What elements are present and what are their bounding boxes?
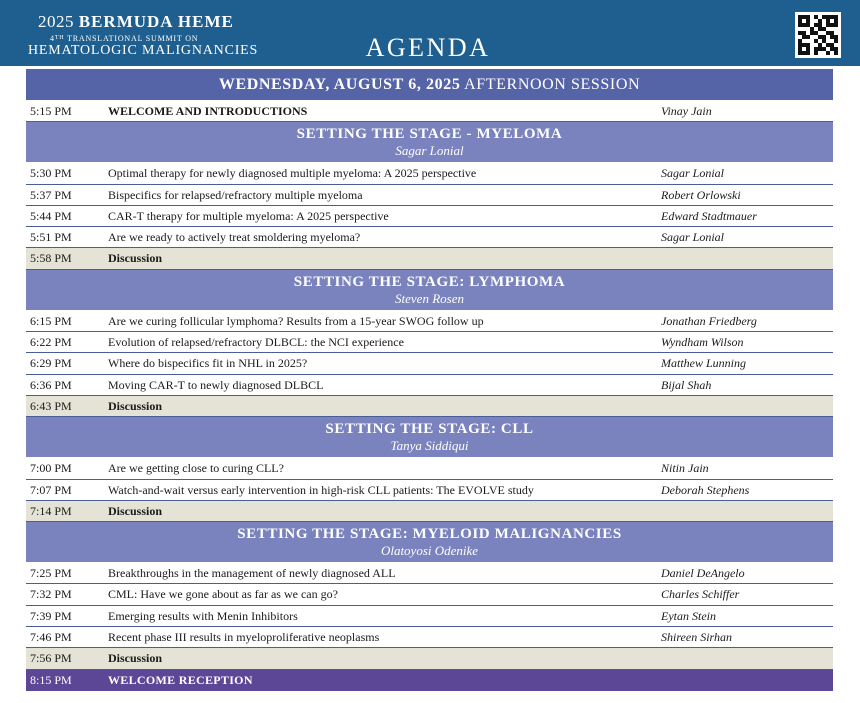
header-banner bbox=[0, 0, 860, 66]
day-date: WEDNESDAY, AUGUST 6, 2025 bbox=[218, 76, 461, 93]
row-title: Discussion bbox=[108, 651, 163, 666]
day-session: AFTERNOON SESSION bbox=[464, 76, 641, 93]
row-time: 7:25 PM bbox=[30, 566, 72, 581]
qr-code-icon[interactable] bbox=[795, 12, 841, 58]
agenda-row bbox=[26, 332, 833, 353]
row-speaker: Daniel DeAngelo bbox=[661, 566, 745, 581]
row-speaker: Bijal Shah bbox=[661, 377, 712, 392]
discussion-row bbox=[26, 501, 833, 522]
row-title: Discussion bbox=[108, 251, 163, 266]
sections-container bbox=[26, 122, 833, 669]
row-speaker: Matthew Lunning bbox=[661, 356, 747, 371]
row-time: 7:32 PM bbox=[30, 587, 72, 602]
row-time: 6:22 PM bbox=[30, 335, 72, 350]
row-time: 7:56 PM bbox=[30, 651, 72, 666]
agenda-row bbox=[26, 206, 833, 227]
row-title: Bispecifics for relapsed/refractory multiple myeloma bbox=[108, 187, 363, 202]
row-speaker: Charles Schiffer bbox=[661, 587, 740, 602]
qr-code-pattern bbox=[798, 15, 838, 55]
row-title: Are we curing follicular lymphoma? Results from a 15-year SWOG follow up bbox=[108, 313, 484, 328]
agenda-row bbox=[26, 480, 833, 501]
agenda-row bbox=[26, 311, 833, 332]
agenda-row bbox=[26, 185, 833, 206]
row-speaker: Wyndham Wilson bbox=[661, 335, 744, 350]
discussion-row bbox=[26, 648, 833, 669]
row-title: Emerging results with Menin Inhibitors bbox=[108, 608, 298, 623]
discussion-row bbox=[26, 248, 833, 269]
row-time: 5:15 PM bbox=[30, 104, 72, 118]
row-speaker: Deborah Stephens bbox=[661, 482, 750, 497]
agenda-row bbox=[26, 163, 833, 184]
row-time: 7:39 PM bbox=[30, 608, 72, 623]
row-time: 7:46 PM bbox=[30, 630, 72, 645]
row-title: Optimal therapy for newly diagnosed multiple myeloma: A 2025 perspective bbox=[108, 166, 477, 181]
row-speaker: Jonathan Friedberg bbox=[661, 313, 757, 328]
row-time: 6:15 PM bbox=[30, 313, 72, 328]
section-header bbox=[26, 522, 833, 563]
brand-ordinal: 4 bbox=[50, 34, 55, 43]
brand-year: 2025 bbox=[38, 12, 74, 31]
qr-module bbox=[834, 51, 838, 55]
row-time: 8:15 PM bbox=[30, 672, 72, 687]
row-time: 5:30 PM bbox=[30, 166, 72, 181]
row-time: 5:37 PM bbox=[30, 187, 72, 202]
page-title: AGENDA bbox=[365, 33, 491, 62]
row-speaker: Robert Orlowski bbox=[661, 187, 741, 202]
row-title: Recent phase III results in myeloproliferative neoplasms bbox=[108, 630, 380, 645]
brand-line-3: HEMATOLOGIC MALIGNANCIES bbox=[28, 43, 259, 58]
row-title: WELCOME RECEPTION bbox=[108, 672, 253, 687]
row-speaker: Vinay Jain bbox=[661, 104, 712, 118]
row-time: 7:00 PM bbox=[30, 461, 72, 476]
row-speaker: Shireen Sirhan bbox=[661, 630, 732, 645]
row-title: CAR-T therapy for multiple myeloma: A 2025 perspective bbox=[108, 208, 389, 223]
row-time: 5:58 PM bbox=[30, 251, 72, 266]
brand-line-2 bbox=[50, 34, 258, 43]
section-chair: Steven Rosen bbox=[395, 290, 464, 306]
row-title: Watch-and-wait versus early intervention in high-risk CLL patients: The EVOLVE study bbox=[108, 482, 534, 497]
discussion-row bbox=[26, 396, 833, 417]
agenda-row bbox=[26, 584, 833, 605]
brand-subtitle: TRANSLATIONAL SUMMIT ON bbox=[64, 34, 199, 43]
row-time: 5:51 PM bbox=[30, 230, 72, 245]
row-speaker: Nitin Jain bbox=[661, 461, 709, 476]
agenda-row bbox=[26, 353, 833, 374]
row-speaker: Eytan Stein bbox=[661, 608, 716, 623]
section-title: SETTING THE STAGE: LYMPHOMA bbox=[293, 273, 566, 290]
agenda-row bbox=[26, 458, 833, 479]
row-title: CML: Have we gone about as far as we can go? bbox=[108, 587, 338, 602]
row-speaker: Sagar Lonial bbox=[661, 230, 725, 245]
row-time: 7:07 PM bbox=[30, 482, 72, 497]
reception-row bbox=[26, 670, 833, 691]
event-brand bbox=[28, 12, 259, 58]
section-title: SETTING THE STAGE: MYELOID MALIGNANCIES bbox=[237, 526, 622, 543]
row-time: 5:44 PM bbox=[30, 208, 72, 223]
welcome-row bbox=[26, 101, 833, 122]
agenda-row bbox=[26, 375, 833, 396]
row-time: 6:36 PM bbox=[30, 377, 72, 392]
section-header bbox=[26, 417, 833, 458]
day-header bbox=[26, 69, 833, 101]
row-time: 7:14 PM bbox=[30, 503, 72, 518]
row-speaker: Sagar Lonial bbox=[661, 166, 725, 181]
agenda-row bbox=[26, 606, 833, 627]
row-time: 6:43 PM bbox=[30, 398, 72, 413]
section-chair: Olatoyosi Odenike bbox=[380, 543, 479, 559]
section-header bbox=[26, 122, 833, 163]
brand-line-1 bbox=[38, 12, 258, 31]
brand-name: BERMUDA HEME bbox=[78, 12, 234, 31]
row-time: 6:29 PM bbox=[30, 356, 72, 371]
brand-ordinal-suffix: TH bbox=[54, 35, 65, 41]
agenda-table bbox=[26, 69, 833, 691]
row-title: Discussion bbox=[108, 503, 163, 518]
agenda-row bbox=[26, 227, 833, 248]
agenda-row bbox=[26, 627, 833, 648]
section-header bbox=[26, 270, 833, 311]
row-title: WELCOME AND INTRODUCTIONS bbox=[108, 104, 308, 118]
row-speaker: Edward Stadtmauer bbox=[661, 208, 757, 223]
agenda-row bbox=[26, 563, 833, 584]
row-title: Are we ready to actively treat smoldering myeloma? bbox=[108, 230, 361, 245]
row-title: Moving CAR-T to newly diagnosed DLBCL bbox=[108, 377, 324, 392]
section-chair: Sagar Lonial bbox=[395, 143, 464, 159]
section-title: SETTING THE STAGE - MYELOMA bbox=[296, 126, 563, 143]
section-chair: Tanya Siddiqui bbox=[390, 438, 469, 454]
section-title: SETTING THE STAGE: CLL bbox=[325, 421, 534, 438]
row-title: Are we getting close to curing CLL? bbox=[108, 461, 284, 476]
row-title: Evolution of relapsed/refractory DLBCL: the NCI experience bbox=[108, 335, 404, 350]
row-title: Discussion bbox=[108, 398, 163, 413]
row-title: Where do bispecifics fit in NHL in 2025? bbox=[108, 356, 308, 371]
row-title: Breakthroughs in the management of newly diagnosed ALL bbox=[108, 566, 396, 581]
